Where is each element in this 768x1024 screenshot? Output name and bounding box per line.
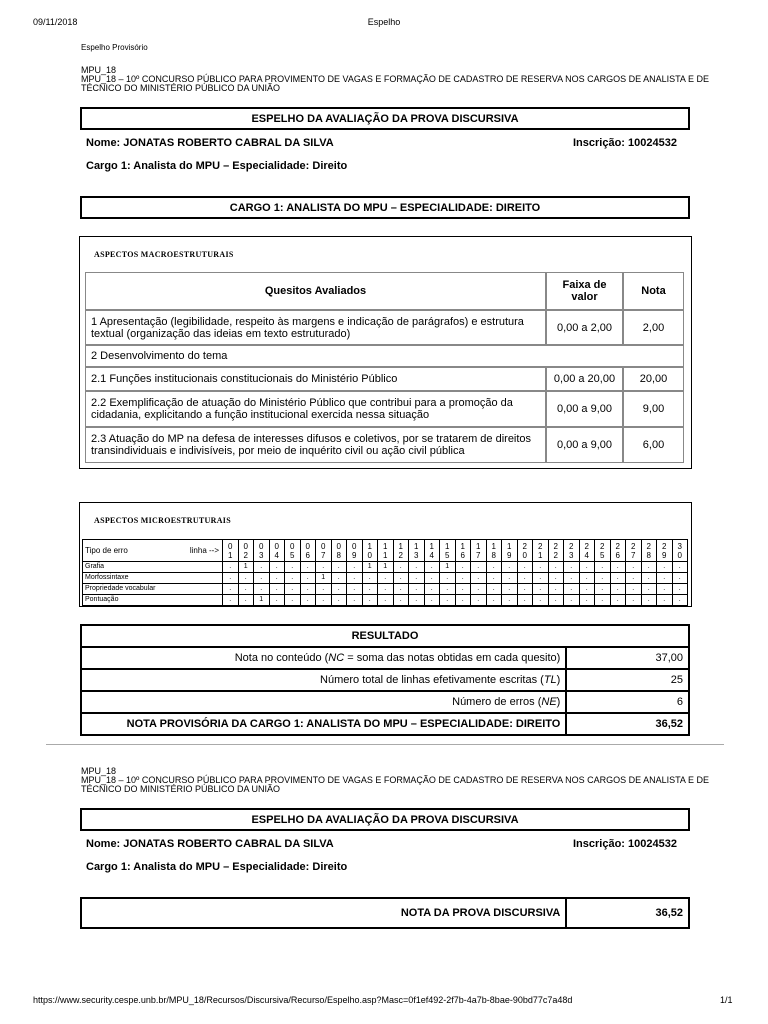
micro-error-cell: . xyxy=(533,595,549,606)
micro-error-cell: . xyxy=(610,595,626,606)
micro-error-cell: . xyxy=(269,573,285,584)
micro-error-cell: . xyxy=(502,562,518,573)
micro-error-cell: . xyxy=(409,562,425,573)
micro-error-cell: . xyxy=(424,584,440,595)
micro-error-cell: . xyxy=(285,584,301,595)
micro-error-cell: . xyxy=(347,595,363,606)
micro-error-cell: . xyxy=(486,595,502,606)
micro-error-cell: . xyxy=(502,584,518,595)
micro-error-cell: . xyxy=(595,595,611,606)
macro-score: 20,00 xyxy=(623,367,684,391)
micro-error-cell: . xyxy=(641,595,657,606)
exam-description-line1-2: MPU_18 – 10º CONCURSO PÚBLICO PARA PROVIMENTO DE VAGAS E FORMAÇÃO DE CADASTRO DE RESERVA NOS CARGOS DE ANALISTA E DE xyxy=(81,775,709,785)
macro-criteria: 2.2 Exemplificação de atuação do Ministério Público que contribui para a promoção da cidadania, explicitando a função institucional exercida nessa situação xyxy=(85,391,546,427)
macro-range: 0,00 a 9,00 xyxy=(546,427,623,463)
micro-line-number: 2 5 xyxy=(595,540,611,562)
micro-error-cell: . xyxy=(223,584,239,595)
micro-error-row xyxy=(83,562,688,573)
micro-error-cell: . xyxy=(285,595,301,606)
micro-line-number: 2 8 xyxy=(641,540,657,562)
micro-error-cell: . xyxy=(409,584,425,595)
micro-error-cell: . xyxy=(378,595,394,606)
lines-value: 25 xyxy=(566,669,689,691)
result-row xyxy=(81,669,689,691)
micro-line-number: 2 9 xyxy=(657,540,673,562)
micro-error-cell: . xyxy=(595,562,611,573)
micro-line-number: 0 3 xyxy=(254,540,270,562)
macro-row xyxy=(85,345,684,367)
micro-error-cell: . xyxy=(657,573,673,584)
micro-error-cell: . xyxy=(347,573,363,584)
micro-error-cell: . xyxy=(393,562,409,573)
exam-description-line2-2: TÉCNICO DO MINISTÉRIO PÚBLICO DA UNIÃO xyxy=(81,784,281,794)
micro-error-cell: 1 xyxy=(254,595,270,606)
micro-line-number: 1 7 xyxy=(471,540,487,562)
micro-error-cell: . xyxy=(378,573,394,584)
micro-error-cell: . xyxy=(626,562,642,573)
macro-range: 0,00 a 9,00 xyxy=(546,391,623,427)
micro-error-cell: . xyxy=(657,595,673,606)
micro-line-number: 0 1 xyxy=(223,540,239,562)
mirror-title: ESPELHO DA AVALIAÇÃO DA PROVA DISCURSIVA xyxy=(80,107,690,130)
micro-error-cell: . xyxy=(285,562,301,573)
micro-line-number: 1 9 xyxy=(502,540,518,562)
provisional-score-label: NOTA PROVISÓRIA DA CARGO 1: ANALISTA DO MPU – ESPECIALIDADE: DIREITO xyxy=(81,713,566,735)
position-title: CARGO 1: ANALISTA DO MPU – ESPECIALIDADE: DIREITO xyxy=(80,196,690,219)
micro-error-cell: . xyxy=(517,573,533,584)
micro-error-cell: . xyxy=(331,584,347,595)
micro-error-cell: . xyxy=(657,562,673,573)
header-score: Nota xyxy=(623,272,684,310)
macro-row xyxy=(85,310,684,345)
micro-error-row xyxy=(83,584,688,595)
micro-error-cell: . xyxy=(548,584,564,595)
print-page-title: Espelho xyxy=(367,17,401,27)
micro-line-number: 0 9 xyxy=(347,540,363,562)
micro-line-number: 1 3 xyxy=(409,540,425,562)
micro-error-cell: . xyxy=(641,562,657,573)
micro-error-cell: . xyxy=(641,584,657,595)
micro-line-number: 0 4 xyxy=(269,540,285,562)
micro-error-cell: . xyxy=(672,562,688,573)
micro-error-cell: . xyxy=(455,573,471,584)
candidate-registration-2: Inscrição: 10024532 xyxy=(573,838,677,850)
micro-line-number: 1 8 xyxy=(486,540,502,562)
micro-error-cell: . xyxy=(533,573,549,584)
final-score-label: NOTA DA PROVA DISCURSIVA xyxy=(81,898,566,928)
micro-error-cell: . xyxy=(393,595,409,606)
micro-error-cell: . xyxy=(455,584,471,595)
micro-error-cell: . xyxy=(440,584,456,595)
macro-score: 6,00 xyxy=(623,427,684,463)
micro-line-number: 0 5 xyxy=(285,540,301,562)
micro-error-cell: . xyxy=(657,584,673,595)
micro-error-cell: . xyxy=(393,584,409,595)
micro-error-cell: . xyxy=(486,573,502,584)
macro-row xyxy=(85,367,684,391)
exam-code-2: MPU_18 xyxy=(81,766,117,776)
micro-error-cell: . xyxy=(471,595,487,606)
micro-line-number: 2 6 xyxy=(610,540,626,562)
micro-error-cell: . xyxy=(316,595,332,606)
micro-error-cell: . xyxy=(595,573,611,584)
provisional-score-value: 36,52 xyxy=(566,713,689,735)
micro-line-number: 2 4 xyxy=(579,540,595,562)
micro-error-cell: . xyxy=(409,573,425,584)
errors-label: Número de erros (NE) xyxy=(81,691,566,713)
micro-error-cell: . xyxy=(238,584,254,595)
micro-error-cell: . xyxy=(564,584,580,595)
micro-error-cell: . xyxy=(424,595,440,606)
macro-score: 2,00 xyxy=(623,310,684,345)
micro-line-number: 2 3 xyxy=(564,540,580,562)
micro-line-number: 0 7 xyxy=(316,540,332,562)
exam-description-line2: TÉCNICO DO MINISTÉRIO PÚBLICO DA UNIÃO xyxy=(81,83,281,93)
micro-error-cell: . xyxy=(223,595,239,606)
micro-line-number: 0 8 xyxy=(331,540,347,562)
print-page-count: 1/1 xyxy=(720,995,733,1005)
micro-error-type: Morfossintaxe xyxy=(83,573,223,584)
micro-error-cell: . xyxy=(424,573,440,584)
micro-error-cell: . xyxy=(579,595,595,606)
micro-error-cell: . xyxy=(378,584,394,595)
micro-error-row xyxy=(83,573,688,584)
micro-error-cell: . xyxy=(316,562,332,573)
macro-criteria: 2.3 Atuação do MP na defesa de interesses difusos e coletivos, por se tratarem de direitos transindividuais e indivisíveis, por meio de inquérito civil ou ação civil pública xyxy=(85,427,546,463)
micro-line-number: 0 2 xyxy=(238,540,254,562)
micro-line-number: 0 6 xyxy=(300,540,316,562)
macro-header-row xyxy=(85,272,684,310)
micro-error-cell: . xyxy=(564,562,580,573)
micro-error-cell: . xyxy=(579,584,595,595)
micro-line-number: 1 2 xyxy=(393,540,409,562)
macro-row xyxy=(85,427,684,463)
micro-error-cell: . xyxy=(455,595,471,606)
micro-error-type: Grafia xyxy=(83,562,223,573)
micro-error-cell: . xyxy=(579,562,595,573)
micro-error-cell: 1 xyxy=(316,573,332,584)
exam-description-line1: MPU_18 – 10º CONCURSO PÚBLICO PARA PROVIMENTO DE VAGAS E FORMAÇÃO DE CADASTRO DE RESERVA NOS CARGOS DE ANALISTA E DE xyxy=(81,74,709,84)
micro-error-cell: . xyxy=(579,573,595,584)
micro-error-cell: . xyxy=(548,562,564,573)
result-final-row xyxy=(81,713,689,735)
micro-error-cell: . xyxy=(300,584,316,595)
micro-line-number: 2 2 xyxy=(548,540,564,562)
micro-error-cell: . xyxy=(626,584,642,595)
micro-error-cell: . xyxy=(440,595,456,606)
micro-error-cell: . xyxy=(610,562,626,573)
micro-error-cell: . xyxy=(362,584,378,595)
micro-error-cell: . xyxy=(626,595,642,606)
result-header-row xyxy=(81,625,689,647)
micro-error-cell: . xyxy=(471,562,487,573)
micro-error-type: Propriedade vocabular xyxy=(83,584,223,595)
macro-range: 0,00 a 2,00 xyxy=(546,310,623,345)
micro-error-cell: . xyxy=(548,573,564,584)
micro-error-cell: . xyxy=(626,573,642,584)
macro-criteria: 1 Apresentação (legibilidade, respeito às margens e indicação de parágrafos) e estrutura textual (organização das ideias em texto estruturado) xyxy=(85,310,546,345)
micro-line-number: 1 1 xyxy=(378,540,394,562)
micro-error-cell: . xyxy=(238,573,254,584)
micro-error-cell: . xyxy=(254,584,270,595)
micro-error-cell: . xyxy=(223,573,239,584)
candidate-position-2: Cargo 1: Analista do MPU – Especialidade: Direito xyxy=(86,861,348,873)
final-score-value: 36,52 xyxy=(566,898,689,928)
micro-line-number: 1 5 xyxy=(440,540,456,562)
result-table xyxy=(80,624,690,736)
candidate-name-2: Nome: JONATAS ROBERTO CABRAL DA SILVA xyxy=(86,838,334,850)
micro-label: ASPECTOS MICROESTRUTURAIS xyxy=(94,516,231,525)
micro-error-cell: . xyxy=(564,573,580,584)
micro-error-cell: . xyxy=(486,584,502,595)
micro-line-number: 1 4 xyxy=(424,540,440,562)
micro-header-row xyxy=(83,540,688,562)
micro-error-cell: . xyxy=(347,562,363,573)
micro-error-cell: . xyxy=(502,595,518,606)
micro-error-cell: . xyxy=(254,562,270,573)
micro-error-cell: . xyxy=(424,562,440,573)
macro-score: 9,00 xyxy=(623,391,684,427)
micro-line-number: 1 0 xyxy=(362,540,378,562)
micro-error-cell: . xyxy=(331,573,347,584)
header-range: Faixa de valor xyxy=(546,272,623,310)
micro-error-cell: 1 xyxy=(440,562,456,573)
micro-error-cell: . xyxy=(347,584,363,595)
micro-error-cell: . xyxy=(362,595,378,606)
micro-error-cell: . xyxy=(269,595,285,606)
section-divider xyxy=(46,744,724,745)
micro-corner-type: Tipo de erro xyxy=(85,546,128,555)
candidate-position: Cargo 1: Analista do MPU – Especialidade: Direito xyxy=(86,160,348,172)
mirror-title-2: ESPELHO DA AVALIAÇÃO DA PROVA DISCURSIVA xyxy=(80,808,690,831)
micro-error-cell: . xyxy=(533,584,549,595)
micro-error-cell: . xyxy=(269,562,285,573)
micro-corner-line: linha --> xyxy=(189,546,219,555)
micro-error-cell: . xyxy=(610,584,626,595)
lines-label: Número total de linhas efetivamente escritas (TL) xyxy=(81,669,566,691)
micro-error-cell: . xyxy=(409,595,425,606)
micro-error-cell: 1 xyxy=(238,562,254,573)
content-score-label: Nota no conteúdo (NC = soma das notas obtidas em cada quesito) xyxy=(81,647,566,669)
micro-error-cell: . xyxy=(300,562,316,573)
final-score-table xyxy=(80,897,690,929)
micro-error-cell: . xyxy=(254,573,270,584)
result-title: RESULTADO xyxy=(81,625,689,647)
macro-row xyxy=(85,391,684,427)
macro-table xyxy=(85,272,684,463)
micro-error-cell: 1 xyxy=(378,562,394,573)
errors-value: 6 xyxy=(566,691,689,713)
micro-error-cell: . xyxy=(486,562,502,573)
micro-error-cell: 1 xyxy=(362,562,378,573)
micro-error-row xyxy=(83,595,688,606)
macro-range: 0,00 a 20,00 xyxy=(546,367,623,391)
micro-error-cell: . xyxy=(564,595,580,606)
micro-error-cell: . xyxy=(672,595,688,606)
micro-error-cell: . xyxy=(595,584,611,595)
macro-label: ASPECTOS MACROESTRUTURAIS xyxy=(94,250,234,259)
micro-error-cell: . xyxy=(502,573,518,584)
macro-criteria: 2 Desenvolvimento do tema xyxy=(85,345,684,367)
micro-error-cell: . xyxy=(548,595,564,606)
micro-error-cell: . xyxy=(471,573,487,584)
micro-error-cell: . xyxy=(517,595,533,606)
micro-error-cell: . xyxy=(393,573,409,584)
micro-error-cell: . xyxy=(238,595,254,606)
micro-error-cell: . xyxy=(517,584,533,595)
micro-error-cell: . xyxy=(471,584,487,595)
micro-error-cell: . xyxy=(269,584,285,595)
micro-error-cell: . xyxy=(300,595,316,606)
micro-line-number: 2 1 xyxy=(533,540,549,562)
micro-error-cell: . xyxy=(672,573,688,584)
micro-error-cell: . xyxy=(455,562,471,573)
micro-line-number: 2 7 xyxy=(626,540,642,562)
micro-error-cell: . xyxy=(362,573,378,584)
print-url: https://www.security.cespe.unb.br/MPU_18/Recursos/Discursiva/Recurso/Espelho.asp?Masc=0f1ef492-2f7b-4a7b-8bae-90bd77c7a48d xyxy=(33,995,573,1005)
content-score-value: 37,00 xyxy=(566,647,689,669)
micro-error-cell: . xyxy=(300,573,316,584)
micro-line-number: 1 6 xyxy=(455,540,471,562)
exam-code: MPU_18 xyxy=(81,65,117,75)
candidate-name: Nome: JONATAS ROBERTO CABRAL DA SILVA xyxy=(86,137,334,149)
micro-error-cell: . xyxy=(672,584,688,595)
result-row xyxy=(81,691,689,713)
micro-line-number: 3 0 xyxy=(672,540,688,562)
micro-error-cell: . xyxy=(440,573,456,584)
micro-error-cell: . xyxy=(331,595,347,606)
micro-line-number: 2 0 xyxy=(517,540,533,562)
micro-error-cell: . xyxy=(285,573,301,584)
provisional-label: Espelho Provisório xyxy=(81,43,148,52)
micro-error-cell: . xyxy=(533,562,549,573)
micro-table xyxy=(82,539,688,606)
micro-error-cell: . xyxy=(316,584,332,595)
print-date: 09/11/2018 xyxy=(33,17,78,27)
micro-error-cell: . xyxy=(610,573,626,584)
header-criteria: Quesitos Avaliados xyxy=(85,272,546,310)
micro-error-cell: . xyxy=(641,573,657,584)
result-row xyxy=(81,647,689,669)
micro-error-cell: . xyxy=(223,562,239,573)
macro-criteria: 2.1 Funções institucionais constitucionais do Ministério Público xyxy=(85,367,546,391)
candidate-registration: Inscrição: 10024532 xyxy=(573,137,677,149)
micro-error-cell: . xyxy=(331,562,347,573)
micro-error-type: Pontuação xyxy=(83,595,223,606)
micro-error-cell: . xyxy=(517,562,533,573)
micro-corner xyxy=(83,540,223,562)
final-score-row xyxy=(81,898,689,928)
